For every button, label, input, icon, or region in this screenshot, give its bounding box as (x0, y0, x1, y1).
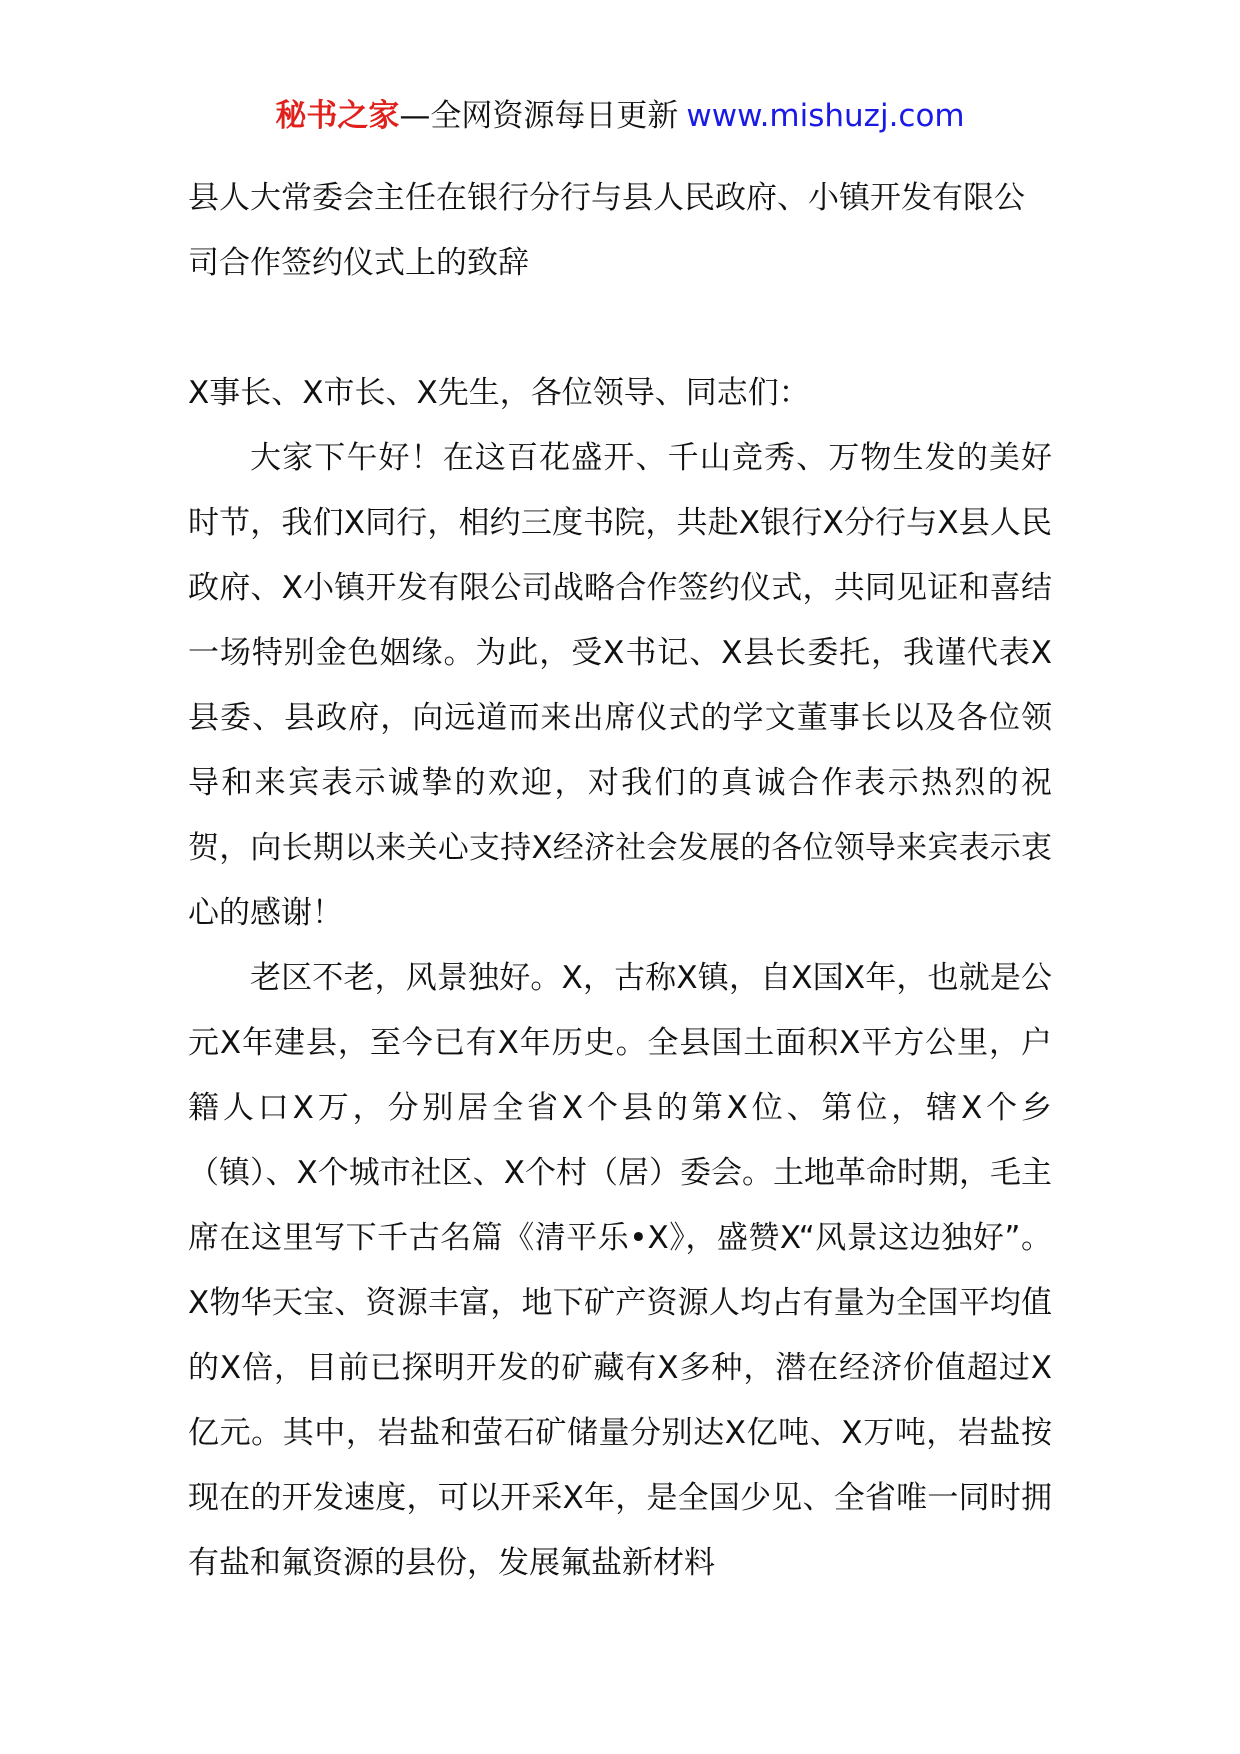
header-slogan: —全网资源每日更新 (399, 98, 679, 134)
brand-name: 秘书之家 (275, 98, 400, 134)
paragraph: 大家下午好！在这百花盛开、千山竞秀、万物生发的美好时节，我们X同行，相约三度书院，共赴X银行X分行与X县人民政府、X小镇开发有限公司战略合作签约仪式，共同见证和喜结一场特别金色姻缘。为此，受X书记、X县长委托，我谨代表X县委、县政府，向远道而来出席仪式的学文董事长以及各位领导和来宾表示诚挚的欢迎，对我们的真诚合作表示热烈的祝贺，向长期以来关心支持X经济社会发展的各位领导来宾表示衷心的感谢！ (188, 440, 1052, 931)
site-link[interactable]: www.mishuzj.com (686, 98, 965, 134)
site-header (0, 96, 1240, 136)
salutation: X事长、X市长、X先生，各位领导、同志们： (188, 375, 810, 411)
paragraph: 老区不老，风景独好。X，古称X镇，自X国X年，也就是公元X年建县，至今已有X年历史。全县国土面积X平方公里，户籍人口X万，分别居全省X个县的第X位、第位，辖X个乡（镇）、X个城市社区、X个村（居）委会。土地革命时期，毛主席在这里写下千古名篇《清平乐•X》，盛赞X“风景这边独好”。X物华天宝、资源丰富，地下矿产资源人均占有量为全国平均值的X倍，目前已探明开发的矿藏有X多种，潜在经济价值超过X亿元。其中，岩盐和萤石矿储量分别达X亿吨、X万吨，岩盐按现在的开发速度，可以开采X年，是全国少见、全省唯一同时拥有盐和氟资源的县份，发展氟盐新材料 (188, 960, 1052, 1581)
document-title: 县人大常委会主任在银行分行与县人民政府、小镇开发有限公司合作签约仪式上的致辞 (188, 180, 1025, 281)
document-body (188, 166, 1052, 1596)
